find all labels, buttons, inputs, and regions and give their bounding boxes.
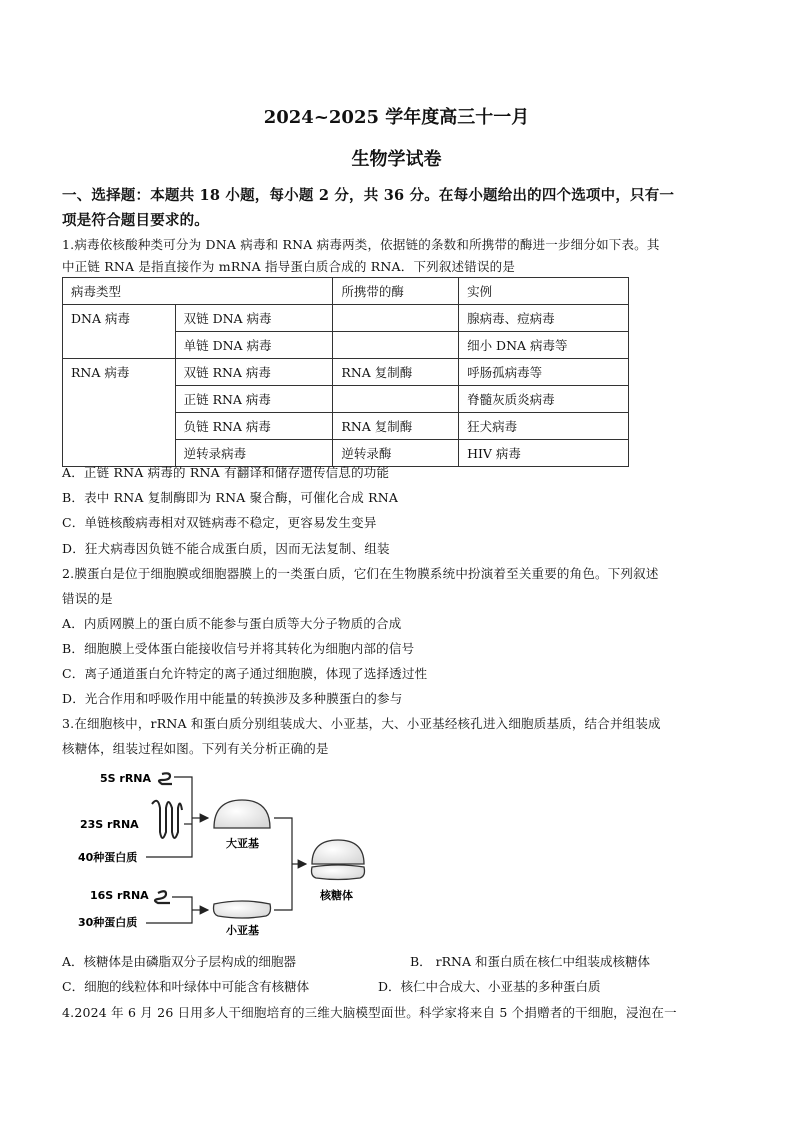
q2-option-c: C．离子通道蛋白允许特定的离子通过细胞膜，体现了选择透过性 <box>62 666 428 681</box>
q2-option-a: A．内质网膜上的蛋白质不能参与蛋白质等大分子物质的合成 <box>62 616 402 631</box>
large-subunit-shape <box>214 800 270 828</box>
q3-option-a: A．核糖体是由磷脂双分子层构成的细胞器 <box>62 954 297 969</box>
table-cell-sub: 负链 RNA 病毒 <box>175 413 333 440</box>
ribosome-large-part <box>312 840 364 864</box>
q1-stem-line2: 中正链 RNA 是指直接作为 mRNA 指导蛋白质合成的 RNA．下列叙述错误的是 <box>62 259 516 274</box>
rrna-5s-strand-icon <box>159 773 172 784</box>
table-header-example: 实例 <box>459 278 629 305</box>
q1-option-a: A．正链 RNA 病毒的 RNA 有翻译和储存遗传信息的功能 <box>62 465 390 480</box>
q2-stem-line1: 2.膜蛋白是位于细胞膜或细胞器膜上的一类蛋白质，它们在生物膜系统中扮演着至关重要的角色。下列叙述 <box>62 566 659 581</box>
table-cell-sub: 正链 RNA 病毒 <box>175 386 333 413</box>
table-cell-example: 细小 DNA 病毒等 <box>459 332 629 359</box>
q2-stem-line2: 错误的是 <box>62 591 113 606</box>
q1-option-c: C．单链核酸病毒相对双链病毒不稳定，更容易发生变异 <box>62 515 377 530</box>
small-subunit-shape <box>214 901 271 918</box>
rrna-23s-strand-icon <box>152 801 182 838</box>
label-23s-rrna: 23S rRNA <box>80 818 139 831</box>
table-group-dna: DNA 病毒 <box>63 305 176 359</box>
q3-option-b: B． rRNA 和蛋白质在核仁中组装成核糖体 <box>410 954 650 969</box>
connector-large-inputs <box>146 777 192 857</box>
table-row <box>63 305 629 332</box>
table-cell-sub: 双链 RNA 病毒 <box>175 359 333 386</box>
table-header-type: 病毒类型 <box>63 278 333 305</box>
table-cell-enzyme: RNA 复制酶 <box>333 359 459 386</box>
q1-option-b: B．表中 RNA 复制酶即为 RNA 聚合酶，可催化合成 RNA <box>62 490 399 505</box>
label-large-subunit: 大亚基 <box>226 837 259 850</box>
section-heading-line2: 项是符合题目要求的。 <box>62 212 209 229</box>
ribosome-small-part <box>312 865 365 880</box>
rrna-16s-strand-icon <box>155 891 170 903</box>
table-cell-enzyme: 逆转录酶 <box>333 440 459 467</box>
table-cell-sub: 单链 DNA 病毒 <box>175 332 333 359</box>
table-group-rna: RNA 病毒 <box>63 359 176 467</box>
table-cell-example: 呼肠孤病毒等 <box>459 359 629 386</box>
q1-stem-line1: 1.病毒依核酸种类可分为 DNA 病毒和 RNA 病毒两类，依据链的条数和所携带的酶进一步细分如下表。其 <box>62 237 660 252</box>
table-cell-example: 脊髓灰质炎病毒 <box>459 386 629 413</box>
table-header-row <box>63 278 629 305</box>
q2-option-b: B．细胞膜上受体蛋白能接收信号并将其转化为细胞内部的信号 <box>62 641 415 656</box>
table-cell-example: 腺病毒、痘病毒 <box>459 305 629 332</box>
table-cell-sub: 双链 DNA 病毒 <box>175 305 333 332</box>
table-cell-sub: 逆转录病毒 <box>175 440 333 467</box>
exam-title-year: 2024~2025 学年度高三十一月 <box>263 107 530 128</box>
table-row <box>63 359 629 386</box>
table-cell-example: 狂犬病毒 <box>459 413 629 440</box>
label-ribosome: 核糖体 <box>320 889 353 902</box>
q3-stem-line1: 3.在细胞核中，rRNA 和蛋白质分别组装成大、小亚基，大、小亚基经核孔进入细胞质基质，结合并组装成 <box>62 716 661 731</box>
q2-option-d: D．光合作用和呼吸作用中能量的转换涉及多种膜蛋白的参与 <box>62 691 403 706</box>
connector-small-inputs <box>146 897 192 923</box>
q4-stem-line1: 4.2024 年 6 月 26 日用多人干细胞培育的三维大脑模型面世。科学家将来自 5 个捐赠者的干细胞，浸泡在一 <box>62 1005 677 1020</box>
table-cell-enzyme <box>333 332 459 359</box>
connector-subunits <box>274 818 292 910</box>
exam-title-subject: 生物学试卷 <box>351 149 442 170</box>
table-header-enzyme: 所携带的酶 <box>333 278 459 305</box>
section-heading-line1: 一、选择题：本题共 18 小题，每小题 2 分，共 36 分。在每小题给出的四个选项中，只有一 <box>62 187 675 204</box>
label-40-proteins: 40种蛋白质 <box>78 851 138 864</box>
table-cell-enzyme: RNA 复制酶 <box>333 413 459 440</box>
table-cell-enzyme <box>333 386 459 413</box>
q1-option-d: D．狂犬病毒因负链不能合成蛋白质，因而无法复制、组装 <box>62 541 390 556</box>
table-cell-enzyme <box>333 305 459 332</box>
ribosome-assembly-diagram <box>66 768 396 938</box>
label-5s-rrna: 5S rRNA <box>100 772 152 785</box>
q3-stem-line2: 核糖体，组装过程如图。下列有关分析正确的是 <box>62 741 329 756</box>
label-small-subunit: 小亚基 <box>226 924 259 937</box>
label-16s-rrna: 16S rRNA <box>90 889 149 902</box>
label-30-proteins: 30种蛋白质 <box>78 916 138 929</box>
q3-option-c: C．细胞的线粒体和叶绿体中可能含有核糖体 <box>62 979 310 994</box>
q3-option-d: D．核仁中合成大、小亚基的多种蛋白质 <box>378 979 601 994</box>
virus-table <box>62 277 629 467</box>
table-cell-example: HIV 病毒 <box>459 440 629 467</box>
